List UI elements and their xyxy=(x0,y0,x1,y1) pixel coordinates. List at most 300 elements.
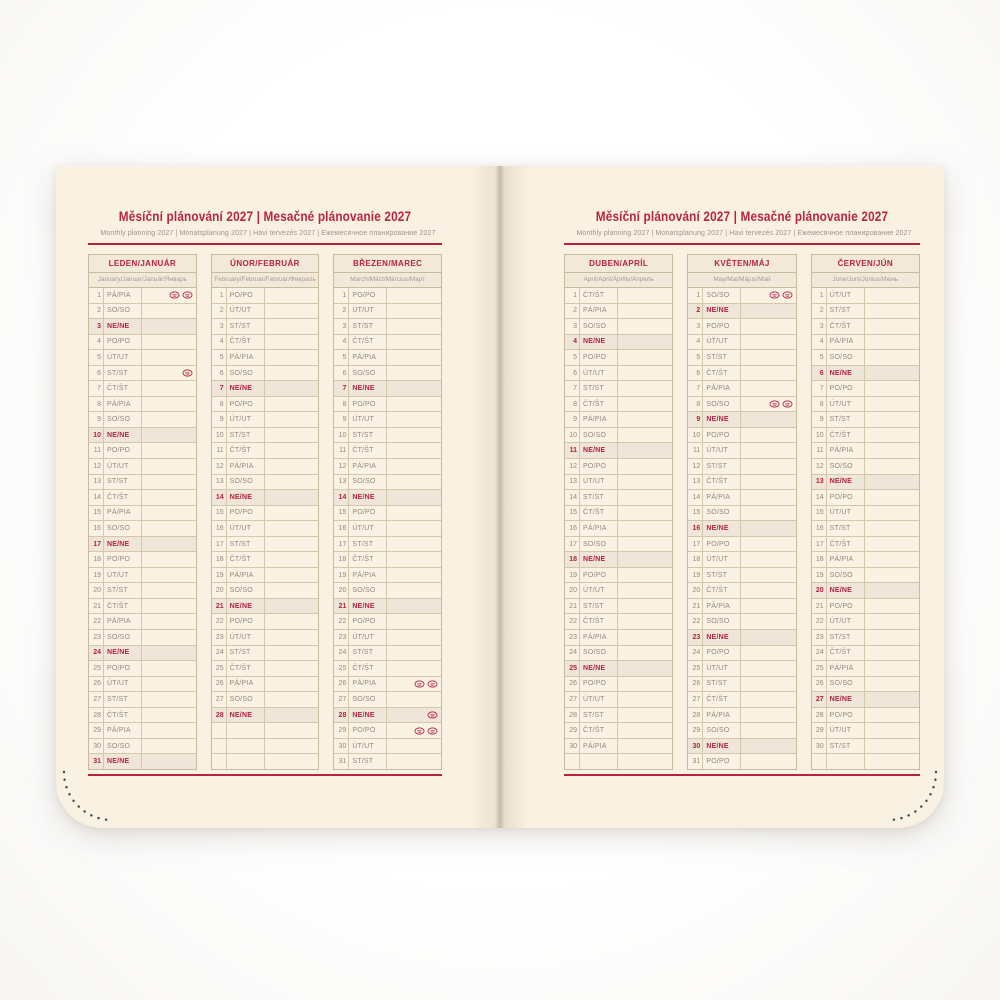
day-number: 14 xyxy=(565,490,580,505)
notes-cell xyxy=(387,428,441,443)
day-abbrev: SO/SO xyxy=(580,428,618,443)
day-abbrev: SO/SO xyxy=(703,506,741,521)
day-row xyxy=(89,443,196,459)
notes-cell xyxy=(741,537,795,552)
day-number: 22 xyxy=(89,614,104,629)
day-row xyxy=(565,304,672,320)
day-abbrev: ÚT/UT xyxy=(703,552,741,567)
notes-cell xyxy=(265,708,319,723)
day-abbrev: PÁ/PIA xyxy=(580,412,618,427)
notes-cell xyxy=(618,692,672,707)
day-row xyxy=(812,552,919,568)
day-abbrev: PO/PO xyxy=(104,443,142,458)
notes-cell xyxy=(741,319,795,334)
notes-cell xyxy=(865,723,919,738)
page-subtitle: Monthly planning 2027 | Monatsplanung 2027 | Havi tervezés 2027 | Ежемесячное планирование 2027 xyxy=(100,228,436,237)
day-abbrev: PO/PO xyxy=(227,397,265,412)
notes-cell xyxy=(741,475,795,490)
notes-cell xyxy=(142,366,196,381)
day-number: 21 xyxy=(89,599,104,614)
day-row xyxy=(565,599,672,615)
notes-cell xyxy=(142,490,196,505)
notes-cell xyxy=(865,506,919,521)
notes-cell xyxy=(741,568,795,583)
day-row xyxy=(688,708,795,724)
day-number: 29 xyxy=(812,723,827,738)
notes-cell xyxy=(865,646,919,661)
day-row xyxy=(212,552,319,568)
day-abbrev: ÚT/UT xyxy=(703,661,741,676)
day-row xyxy=(212,521,319,537)
day-row xyxy=(212,350,319,366)
header-rule xyxy=(564,243,920,245)
day-number: 26 xyxy=(212,677,227,692)
day-row xyxy=(89,304,196,320)
day-abbrev: ÚT/UT xyxy=(104,459,142,474)
day-abbrev: ČT/ŠT xyxy=(349,552,387,567)
day-number: 6 xyxy=(89,366,104,381)
day-abbrev: PO/PO xyxy=(827,381,865,396)
notes-cell xyxy=(387,288,441,303)
day-row xyxy=(212,537,319,553)
notes-cell xyxy=(265,614,319,629)
month-column xyxy=(211,254,320,770)
day-abbrev: PO/PO xyxy=(227,288,265,303)
day-number: 24 xyxy=(565,646,580,661)
day-row xyxy=(688,304,795,320)
day-abbrev: PO/PO xyxy=(703,428,741,443)
day-row xyxy=(565,552,672,568)
day-row xyxy=(334,568,441,584)
day-number: 2 xyxy=(565,304,580,319)
day-number: 19 xyxy=(688,568,703,583)
day-row xyxy=(212,583,319,599)
day-number: 16 xyxy=(334,521,349,536)
day-row xyxy=(688,723,795,739)
notes-cell xyxy=(741,490,795,505)
day-row xyxy=(334,350,441,366)
notes-cell xyxy=(618,319,672,334)
day-row xyxy=(212,381,319,397)
day-row xyxy=(812,692,919,708)
day-number: 1 xyxy=(565,288,580,303)
day-number: 3 xyxy=(812,319,827,334)
day-number: 9 xyxy=(565,412,580,427)
notes-cell xyxy=(387,397,441,412)
day-row xyxy=(89,661,196,677)
notes-cell xyxy=(865,692,919,707)
notes-cell xyxy=(142,506,196,521)
day-number: 26 xyxy=(565,677,580,692)
notes-cell xyxy=(618,506,672,521)
day-number: 13 xyxy=(812,475,827,490)
day-row xyxy=(334,537,441,553)
day-number: 25 xyxy=(334,661,349,676)
notes-cell xyxy=(387,552,441,567)
day-number: 26 xyxy=(334,677,349,692)
day-row xyxy=(688,412,795,428)
month-subtitle: June/Juni/Június/Июнь xyxy=(812,273,919,288)
day-number: 24 xyxy=(688,646,703,661)
day-row xyxy=(212,646,319,662)
day-abbrev xyxy=(580,754,618,769)
day-number: 9 xyxy=(212,412,227,427)
month-subtitle: May/Mai/Május/Май xyxy=(688,273,795,288)
notes-cell xyxy=(865,754,919,769)
day-abbrev: NE/NE xyxy=(104,319,142,334)
day-row xyxy=(688,521,795,537)
notes-cell xyxy=(618,537,672,552)
day-number: 27 xyxy=(812,692,827,707)
day-row xyxy=(688,335,795,351)
notes-cell xyxy=(618,288,672,303)
day-number: 7 xyxy=(89,381,104,396)
day-row xyxy=(688,661,795,677)
day-abbrev: PÁ/PIA xyxy=(703,490,741,505)
day-abbrev: PÁ/PIA xyxy=(104,614,142,629)
day-abbrev: PO/PO xyxy=(703,754,741,769)
day-number: 7 xyxy=(212,381,227,396)
day-abbrev: NE/NE xyxy=(227,381,265,396)
day-row xyxy=(334,506,441,522)
empty-row xyxy=(212,723,319,739)
notes-cell xyxy=(265,646,319,661)
day-row xyxy=(565,490,672,506)
day-row xyxy=(212,692,319,708)
notes-cell xyxy=(741,646,795,661)
day-number: 8 xyxy=(334,397,349,412)
day-abbrev: PÁ/PIA xyxy=(104,288,142,303)
notes-cell xyxy=(265,288,319,303)
notes-cell xyxy=(865,412,919,427)
day-abbrev: SO/SO xyxy=(349,475,387,490)
day-abbrev: ČT/ŠT xyxy=(227,443,265,458)
day-abbrev: NE/NE xyxy=(703,739,741,754)
day-row xyxy=(89,490,196,506)
day-abbrev xyxy=(227,723,265,738)
empty-row xyxy=(812,754,919,769)
day-row xyxy=(89,630,196,646)
day-abbrev: NE/NE xyxy=(349,381,387,396)
notes-cell xyxy=(387,568,441,583)
day-number: 30 xyxy=(89,739,104,754)
day-abbrev: ÚT/UT xyxy=(827,614,865,629)
day-abbrev: ČT/ŠT xyxy=(580,506,618,521)
day-row xyxy=(688,692,795,708)
day-abbrev: ST/ST xyxy=(104,692,142,707)
day-number: 13 xyxy=(334,475,349,490)
notes-cell xyxy=(618,335,672,350)
day-row xyxy=(688,630,795,646)
notes-cell xyxy=(741,350,795,365)
notes-cell xyxy=(387,614,441,629)
day-number: 4 xyxy=(212,335,227,350)
day-number: 14 xyxy=(89,490,104,505)
day-row xyxy=(812,335,919,351)
notes-cell xyxy=(265,335,319,350)
day-number: 19 xyxy=(334,568,349,583)
day-number: 18 xyxy=(565,552,580,567)
notes-cell xyxy=(618,475,672,490)
day-number: 31 xyxy=(89,754,104,769)
day-abbrev: ČT/ŠT xyxy=(827,537,865,552)
day-row xyxy=(334,552,441,568)
day-number: 19 xyxy=(212,568,227,583)
day-row xyxy=(212,459,319,475)
day-number: 2 xyxy=(89,304,104,319)
day-row xyxy=(89,428,196,444)
day-number: 19 xyxy=(812,568,827,583)
notes-cell xyxy=(865,443,919,458)
day-row xyxy=(812,537,919,553)
month-rows xyxy=(212,288,319,769)
day-abbrev: ST/ST xyxy=(349,428,387,443)
notes-cell xyxy=(387,537,441,552)
notes-cell xyxy=(618,366,672,381)
day-number: 14 xyxy=(212,490,227,505)
day-row xyxy=(89,614,196,630)
day-number: 6 xyxy=(334,366,349,381)
day-row xyxy=(89,739,196,755)
notes-cell xyxy=(741,614,795,629)
day-abbrev: PO/PO xyxy=(349,506,387,521)
notes-cell xyxy=(142,723,196,738)
day-number xyxy=(212,754,227,769)
day-row xyxy=(334,661,441,677)
day-row xyxy=(565,568,672,584)
notes-cell xyxy=(618,397,672,412)
notes-cell xyxy=(865,428,919,443)
day-abbrev: ČT/ŠT xyxy=(104,490,142,505)
day-abbrev: ÚT/UT xyxy=(827,288,865,303)
month-subtitle: April/April/Április/Апрель xyxy=(565,273,672,288)
notes-cell xyxy=(618,412,672,427)
notes-cell xyxy=(865,288,919,303)
day-row xyxy=(334,614,441,630)
notes-cell xyxy=(142,677,196,692)
notes-cell xyxy=(265,475,319,490)
day-abbrev: ČT/ŠT xyxy=(104,381,142,396)
day-number: 8 xyxy=(89,397,104,412)
month-column xyxy=(811,254,920,770)
day-number xyxy=(812,754,827,769)
day-number: 27 xyxy=(334,692,349,707)
day-abbrev: SO/SO xyxy=(703,614,741,629)
notes-cell xyxy=(865,304,919,319)
day-row xyxy=(565,335,672,351)
day-number: 2 xyxy=(334,304,349,319)
day-number: 10 xyxy=(212,428,227,443)
day-row xyxy=(812,381,919,397)
day-row xyxy=(812,366,919,382)
day-number: 6 xyxy=(212,366,227,381)
day-abbrev: PO/PO xyxy=(104,661,142,676)
footer-rule xyxy=(564,774,920,776)
day-row xyxy=(565,366,672,382)
notes-cell xyxy=(265,599,319,614)
day-number: 18 xyxy=(688,552,703,567)
day-abbrev: PÁ/PIA xyxy=(703,381,741,396)
day-number: 12 xyxy=(334,459,349,474)
day-abbrev: ST/ST xyxy=(227,319,265,334)
day-abbrev: SO/SO xyxy=(104,521,142,536)
month-rows xyxy=(812,288,919,769)
day-abbrev: ST/ST xyxy=(580,490,618,505)
notes-cell xyxy=(387,490,441,505)
day-abbrev: SO/SO xyxy=(349,366,387,381)
day-row xyxy=(89,568,196,584)
day-abbrev: PO/PO xyxy=(703,537,741,552)
day-number: 24 xyxy=(89,646,104,661)
month-subtitle: January/Januar/Január/Январь xyxy=(89,273,196,288)
day-abbrev: ÚT/UT xyxy=(827,506,865,521)
day-number: 4 xyxy=(812,335,827,350)
day-abbrev: PO/PO xyxy=(227,506,265,521)
day-abbrev: NE/NE xyxy=(703,412,741,427)
day-number: 2 xyxy=(688,304,703,319)
day-abbrev: ST/ST xyxy=(827,412,865,427)
day-abbrev: PO/PO xyxy=(703,646,741,661)
month-name: KVĚTEN/MÁJ xyxy=(688,255,795,273)
day-row xyxy=(565,459,672,475)
day-number: 29 xyxy=(89,723,104,738)
day-number: 4 xyxy=(89,335,104,350)
day-row xyxy=(812,397,919,413)
day-row xyxy=(565,381,672,397)
day-row xyxy=(89,319,196,335)
notes-cell xyxy=(741,552,795,567)
day-number: 18 xyxy=(89,552,104,567)
day-number: 5 xyxy=(212,350,227,365)
day-abbrev: ÚT/UT xyxy=(104,677,142,692)
day-row xyxy=(89,506,196,522)
months-grid-left xyxy=(88,254,442,770)
day-row xyxy=(334,428,441,444)
day-row xyxy=(334,319,441,335)
day-row xyxy=(812,614,919,630)
day-number: 14 xyxy=(334,490,349,505)
day-abbrev: PÁ/PIA xyxy=(349,350,387,365)
notes-cell xyxy=(618,677,672,692)
day-row xyxy=(688,443,795,459)
day-number: 23 xyxy=(334,630,349,645)
notes-cell xyxy=(142,521,196,536)
day-number: 23 xyxy=(688,630,703,645)
day-number: 28 xyxy=(212,708,227,723)
day-abbrev: ÚT/UT xyxy=(349,304,387,319)
day-number: 19 xyxy=(89,568,104,583)
day-row xyxy=(212,366,319,382)
day-abbrev: ST/ST xyxy=(827,630,865,645)
day-row xyxy=(565,506,672,522)
day-number: 8 xyxy=(812,397,827,412)
notes-cell xyxy=(387,599,441,614)
day-abbrev: ČT/ŠT xyxy=(104,708,142,723)
notes-cell xyxy=(387,335,441,350)
notes-cell xyxy=(265,754,319,769)
day-row xyxy=(334,397,441,413)
day-row xyxy=(565,677,672,693)
month-subtitle: February/Februar/Február/Февраль xyxy=(212,273,319,288)
day-row xyxy=(688,319,795,335)
day-abbrev: ST/ST xyxy=(104,475,142,490)
day-number: 15 xyxy=(212,506,227,521)
day-row xyxy=(89,335,196,351)
notes-cell xyxy=(387,677,441,692)
day-abbrev: ST/ST xyxy=(104,583,142,598)
day-abbrev: ČT/ŠT xyxy=(580,288,618,303)
notes-cell xyxy=(387,739,441,754)
day-row xyxy=(89,459,196,475)
day-row xyxy=(812,506,919,522)
day-row xyxy=(89,583,196,599)
day-abbrev: SO/SO xyxy=(827,568,865,583)
notes-cell xyxy=(865,661,919,676)
day-abbrev: ČT/ŠT xyxy=(703,692,741,707)
month-rows xyxy=(334,288,441,769)
day-abbrev: NE/NE xyxy=(227,599,265,614)
day-row xyxy=(334,304,441,320)
notes-cell xyxy=(265,366,319,381)
day-number: 1 xyxy=(89,288,104,303)
notes-cell xyxy=(618,459,672,474)
month-rows xyxy=(565,288,672,769)
notes-cell xyxy=(741,443,795,458)
notes-cell xyxy=(142,319,196,334)
day-row xyxy=(812,412,919,428)
notes-cell xyxy=(387,366,441,381)
day-number: 14 xyxy=(688,490,703,505)
day-number: 3 xyxy=(688,319,703,334)
day-number: 7 xyxy=(334,381,349,396)
day-number: 21 xyxy=(688,599,703,614)
day-number: 8 xyxy=(212,397,227,412)
day-number: 10 xyxy=(89,428,104,443)
month-name: DUBEN/APRÍL xyxy=(565,255,672,273)
day-abbrev: ST/ST xyxy=(703,677,741,692)
day-row xyxy=(89,366,196,382)
day-abbrev: PÁ/PIA xyxy=(104,723,142,738)
page-subtitle: Monthly planning 2027 | Monatsplanung 2027 | Havi tervezés 2027 | Ежемесячное планирование 2027 xyxy=(576,228,912,237)
day-row xyxy=(688,350,795,366)
notes-cell xyxy=(618,568,672,583)
day-abbrev: ČT/ŠT xyxy=(227,552,265,567)
day-abbrev: PO/PO xyxy=(580,568,618,583)
day-abbrev: ČT/ŠT xyxy=(703,366,741,381)
day-abbrev: ÚT/UT xyxy=(827,397,865,412)
day-number: 1 xyxy=(812,288,827,303)
notes-cell xyxy=(865,537,919,552)
day-abbrev: NE/NE xyxy=(349,599,387,614)
day-abbrev: NE/NE xyxy=(104,537,142,552)
day-number: 9 xyxy=(688,412,703,427)
day-abbrev: ST/ST xyxy=(703,350,741,365)
day-abbrev: SO/SO xyxy=(349,692,387,707)
day-row xyxy=(565,583,672,599)
day-row xyxy=(212,506,319,522)
day-row xyxy=(334,459,441,475)
day-number: 12 xyxy=(688,459,703,474)
notes-cell xyxy=(865,381,919,396)
day-abbrev: ČT/ŠT xyxy=(104,599,142,614)
day-abbrev: PO/PO xyxy=(349,723,387,738)
day-row xyxy=(565,646,672,662)
notes-cell xyxy=(741,397,795,412)
day-abbrev: ÚT/UT xyxy=(349,630,387,645)
day-abbrev: NE/NE xyxy=(580,335,618,350)
day-row xyxy=(688,475,795,491)
day-abbrev: PO/PO xyxy=(703,319,741,334)
